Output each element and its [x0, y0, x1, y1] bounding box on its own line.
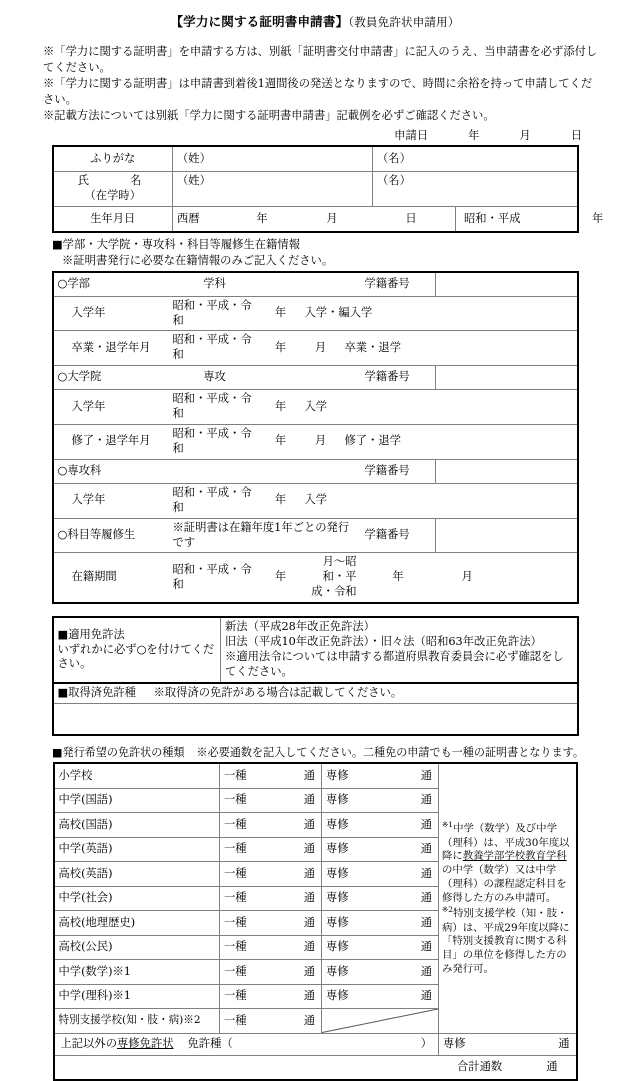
- license-total-unit[interactable]: 通: [546, 1060, 558, 1074]
- acquired-license-note: ※取得済の免許がある場合は記載してください。: [153, 685, 403, 699]
- license-sen-9[interactable]: [322, 984, 439, 1009]
- gakubu-exit-tail[interactable]: 卒業・退学: [341, 331, 578, 366]
- law-row: [53, 617, 578, 683]
- license-total-label: 合計通数: [456, 1060, 503, 1074]
- furigana-label: ふりがな: [53, 146, 173, 172]
- kamoku-period-label: 在籍期間: [53, 553, 169, 603]
- gakubu-student-no-value[interactable]: [436, 272, 578, 297]
- license-ichi-2[interactable]: [220, 813, 322, 838]
- application-date-year[interactable]: 年: [468, 129, 480, 143]
- daigakuin-exit-month[interactable]: 月: [301, 425, 341, 460]
- enrollment-row-gakubu-title: [53, 272, 578, 297]
- license-other-field-close: ）: [420, 1037, 432, 1051]
- senkoka-entry-year[interactable]: 年: [261, 483, 301, 518]
- license-type-table: [53, 762, 578, 1081]
- license-ichi-unit-3: 通: [303, 842, 315, 856]
- enrollment-table: [52, 271, 579, 605]
- license-sen-10-unavailable: [322, 1009, 439, 1034]
- gakubu-entry-era[interactable]: 昭和・平成・令和: [169, 296, 261, 331]
- kamoku-student-no-label: 学籍番号: [361, 518, 436, 553]
- birth-era-year[interactable]: 年: [592, 211, 604, 225]
- footnote-1-underlined: 教養学部学校教育学科: [462, 850, 567, 863]
- birthdate-label: 生年月日: [53, 206, 173, 232]
- gakubu-exit-year[interactable]: 年: [261, 331, 301, 366]
- license-sen-unit-4: 通: [420, 866, 432, 880]
- license-sen-label-4: 専修: [326, 866, 349, 880]
- license-sen-1[interactable]: [322, 788, 439, 813]
- senkoka-field-label: [169, 459, 361, 483]
- license-sen-unit-6: 通: [420, 915, 432, 929]
- birth-western-label: 西暦: [177, 211, 200, 225]
- license-name-7: 高校(公民): [54, 935, 220, 960]
- intro-note-2: ※「学力に関する証明書」は申請書到着後1週間後の発送となりますので、時間に余裕を持って申請してください。: [43, 77, 593, 107]
- intro-notes: [30, 44, 600, 124]
- senkoka-title[interactable]: ○専攻科: [53, 459, 169, 483]
- license-sen-label-1: 専修: [326, 793, 349, 807]
- gakubu-exit-label: 卒業・退学年月: [53, 331, 169, 366]
- kamoku-period-month2[interactable]: 月: [436, 553, 578, 603]
- furigana-given-field[interactable]: （名）: [373, 146, 578, 172]
- license-ichi-label-9: 一種: [224, 989, 247, 1003]
- daigakuin-student-no-label: 学籍番号: [361, 366, 436, 390]
- license-sen-unit-3: 通: [420, 842, 432, 856]
- license-sen-3[interactable]: [322, 837, 439, 862]
- license-ichi-0[interactable]: [220, 763, 322, 788]
- footnote-marker-1: ※1: [442, 820, 454, 830]
- senkoka-student-no-value[interactable]: [436, 459, 578, 483]
- intro-note-3: ※記載方法については別紙「学力に関する証明書申請書」記載例を必ずご確認ください。: [43, 109, 495, 123]
- furigana-surname-field[interactable]: （姓）: [173, 146, 373, 172]
- license-ichi-unit-2: 通: [303, 817, 315, 831]
- license-other-sen-label: 専修: [443, 1037, 466, 1051]
- license-sen-7[interactable]: [322, 935, 439, 960]
- applicable-law-table: [52, 616, 579, 736]
- license-ichi-label-1: 一種: [224, 793, 247, 807]
- license-other-cell: [54, 1033, 439, 1056]
- license-ichi-9[interactable]: [220, 984, 322, 1009]
- gakubu-exit-era[interactable]: 昭和・平成・令和: [169, 331, 261, 366]
- license-heading-note: ※必要通数を記入してください。二種免の申請でも一種の証明書となります。: [196, 745, 584, 759]
- license-name-8: 中学(数学)※1: [54, 960, 220, 985]
- daigakuin-title[interactable]: ○大学院: [53, 366, 169, 390]
- license-name-4: 高校(英語): [54, 862, 220, 887]
- license-sen-2[interactable]: [322, 813, 439, 838]
- kamoku-period-era[interactable]: 昭和・平成・令和: [169, 553, 261, 603]
- license-sen-8[interactable]: [322, 960, 439, 985]
- license-section-heading: [52, 745, 630, 761]
- senkoka-entry-label: 入学年: [53, 483, 169, 518]
- license-sen-label-8: 専修: [326, 964, 349, 978]
- application-date-month[interactable]: 月: [519, 129, 531, 143]
- name-given-field[interactable]: （名）: [373, 172, 578, 207]
- enrollment-row-daigakuin-entry: [53, 390, 578, 425]
- name-label-line2: （在学時）: [84, 189, 141, 203]
- license-name-2: 高校(国語): [54, 813, 220, 838]
- application-date-label: 申請日: [394, 129, 429, 143]
- acquired-license-heading-row: [53, 683, 578, 703]
- gakubu-student-no-label: 学籍番号: [361, 272, 436, 297]
- license-sen-unit-2: 通: [420, 817, 432, 831]
- license-ichi-unit-10: 通: [303, 1013, 315, 1027]
- acquired-license-entry-field[interactable]: [53, 703, 578, 735]
- license-name-10: 特別支援学校(知・肢・病)※2: [54, 1009, 220, 1034]
- license-footnote-2: [442, 905, 573, 976]
- gakubu-field-value: [261, 272, 301, 297]
- kamoku-period-year2[interactable]: 年: [361, 553, 436, 603]
- license-sen-unit-5: 通: [420, 891, 432, 905]
- license-total-cell: [54, 1056, 577, 1081]
- daigakuin-exit-tail[interactable]: 修了・退学: [341, 425, 578, 460]
- license-ichi-unit-1: 通: [303, 793, 315, 807]
- license-sen-label-5: 専修: [326, 891, 349, 905]
- license-total-row: [54, 1056, 577, 1081]
- law-heading: ■適用免許法: [57, 627, 125, 641]
- acquired-license-heading-cell: [53, 683, 578, 703]
- enrollment-row-kamoku-period: [53, 553, 578, 603]
- license-ichi-unit-7: 通: [303, 940, 315, 954]
- gakubu-entry-year[interactable]: 年: [261, 296, 301, 331]
- enrollment-row-senkoka-entry: [53, 483, 578, 518]
- license-ichi-3[interactable]: [220, 837, 322, 862]
- enrollment-row-gakubu-exit: [53, 331, 578, 366]
- law-option-old[interactable]: 旧法（平成10年改正免許法）・旧々法（昭和63年改正免許法）: [225, 635, 542, 649]
- name-label-line1: 氏 名: [77, 174, 148, 188]
- license-name-5: 中学(社会): [54, 886, 220, 911]
- page-title-suffix: （教員免許状申請用）: [348, 15, 460, 29]
- license-ichi-unit-9: 通: [303, 989, 315, 1003]
- license-ichi-label-6: 一種: [224, 915, 247, 929]
- license-ichi-10[interactable]: [220, 1009, 322, 1034]
- kamoku-period-year[interactable]: 年: [261, 553, 301, 603]
- enrollment-row-daigakuin-title: [53, 366, 578, 390]
- gakubu-exit-month[interactable]: 月: [301, 331, 341, 366]
- license-other-left: [61, 1037, 233, 1052]
- license-sen-unit-0: 通: [420, 768, 432, 782]
- license-ichi-5[interactable]: [220, 886, 322, 911]
- license-footnote-1: [442, 820, 573, 905]
- license-ichi-label-8: 一種: [224, 964, 247, 978]
- name-surname-field[interactable]: （姓）: [173, 172, 373, 207]
- license-sen-unit-8: 通: [420, 964, 432, 978]
- birth-day[interactable]: 日: [405, 211, 417, 225]
- license-heading-main: ■発行希望の免許状の種類: [52, 745, 185, 759]
- license-ichi-label-0: 一種: [224, 768, 247, 782]
- gakubu-spacer-1: [301, 272, 341, 297]
- daigakuin-entry-era[interactable]: 昭和・平成・令和: [169, 390, 261, 425]
- intro-note-1: ※「学力に関する証明書」を申請する方は、別紙「証明書交付申請書」に記入のうえ、当申請書を必ず添付してください。: [43, 45, 598, 75]
- kamoku-student-no-value[interactable]: [436, 518, 578, 553]
- license-sen-unit-1: 通: [420, 793, 432, 807]
- license-ichi-label-5: 一種: [224, 891, 247, 905]
- license-name-9: 中学(理科)※1: [54, 984, 220, 1009]
- law-left-cell: [53, 617, 221, 683]
- license-sen-unit-9: 通: [420, 989, 432, 1003]
- birth-era-label: 昭和・平成: [456, 207, 565, 231]
- kamoku-field-label: ※証明書は在籍年度1年ごとの発行です: [169, 518, 361, 553]
- license-ichi-unit-8: 通: [303, 964, 315, 978]
- law-option-new[interactable]: 新法（平成28年改正免許法）: [225, 620, 375, 634]
- law-right-cell: [221, 617, 578, 683]
- license-name-0: 小学校: [54, 763, 220, 788]
- daigakuin-entry-label: 入学年: [53, 390, 169, 425]
- daigakuin-exit-year[interactable]: 年: [261, 425, 301, 460]
- license-ichi-7[interactable]: [220, 935, 322, 960]
- birthdate-fields: [173, 206, 604, 232]
- table-row: [54, 763, 577, 788]
- footnote-marker-2: ※2: [442, 905, 454, 915]
- table-row-name: [53, 172, 578, 207]
- license-ichi-label-3: 一種: [224, 842, 247, 856]
- kamoku-period-month-era2[interactable]: 月～昭和・平成・令和: [301, 553, 361, 603]
- license-ichi-unit-5: 通: [303, 891, 315, 905]
- application-date-line: [0, 127, 582, 143]
- license-ichi-4[interactable]: [220, 862, 322, 887]
- enrollment-row-kamoku-title: [53, 518, 578, 553]
- daigakuin-exit-era[interactable]: 昭和・平成・令和: [169, 425, 261, 460]
- license-sen-label-7: 専修: [326, 940, 349, 954]
- kamoku-title[interactable]: ○科目等履修生: [53, 518, 169, 553]
- acquired-license-entry-row: [53, 703, 578, 735]
- license-other-prefix: 上記以外の: [60, 1037, 117, 1051]
- birth-month[interactable]: 月: [326, 211, 338, 225]
- license-sen-label-2: 専修: [326, 817, 349, 831]
- license-sen-label-3: 専修: [326, 842, 349, 856]
- acquired-license-heading: ■取得済免許種: [57, 685, 136, 699]
- table-row-furigana: [53, 146, 578, 172]
- enrollment-subheading: ※証明書発行に必要な在籍情報のみご記入ください。: [62, 253, 334, 267]
- senkoka-student-no-label: 学籍番号: [361, 459, 436, 483]
- license-sen-unit-7: 通: [420, 940, 432, 954]
- gakubu-title[interactable]: ○学部: [53, 272, 169, 297]
- license-ichi-label-10: 一種: [224, 1013, 247, 1027]
- license-footnote-cell: [439, 763, 577, 1033]
- license-sen-6[interactable]: [322, 911, 439, 936]
- license-ichi-unit-0: 通: [303, 768, 315, 782]
- license-name-6: 高校(地理歴史): [54, 911, 220, 936]
- application-date-day[interactable]: 日: [570, 129, 582, 143]
- gakubu-spacer-2: [341, 272, 361, 297]
- license-sen-label-0: 専修: [326, 768, 349, 782]
- senkoka-entry-tail[interactable]: 入学: [301, 483, 578, 518]
- law-left-body: いずれかに必ず○を付けてください。: [57, 642, 215, 671]
- license-ichi-1[interactable]: [220, 788, 322, 813]
- license-sen-4[interactable]: [322, 862, 439, 887]
- footnote-1-part-b: の中学（数学）又は中学（理科）の課程認定科目を修得した方のみ申請可。: [442, 864, 567, 904]
- birth-year[interactable]: 年: [256, 211, 268, 225]
- gakubu-entry-label: 入学年: [53, 296, 169, 331]
- license-ichi-unit-6: 通: [303, 915, 315, 929]
- license-sen-label-9: 専修: [326, 989, 349, 1003]
- applicant-name-table: [52, 145, 604, 233]
- law-confirm-note: ※適用法令については申請する都道府県教育委員会に必ず確認をしてください。: [225, 650, 564, 678]
- license-other-field-label[interactable]: 免許種（: [187, 1037, 233, 1051]
- daigakuin-entry-tail[interactable]: 入学: [301, 390, 578, 425]
- daigakuin-spacer-2: [341, 366, 361, 390]
- license-ichi-label-7: 一種: [224, 940, 247, 954]
- license-other-underlined: 専修免許状: [117, 1037, 174, 1051]
- page-title: [0, 0, 630, 30]
- license-ichi-8[interactable]: [220, 960, 322, 985]
- page-title-main: 【学力に関する証明書申請書】: [170, 14, 349, 29]
- license-name-3: 中学(英語): [54, 837, 220, 862]
- gakubu-entry-tail[interactable]: 入学・編入学: [301, 296, 578, 331]
- license-other-row: [54, 1033, 577, 1056]
- footnote-2-text: 特別支援学校（知・肢・病）は、平成29年度以降に「特別支援教育に関する科目」の単位を修得した方のみ発行可。: [442, 907, 570, 975]
- strikethrough-diagonal-icon: [322, 1009, 438, 1033]
- license-sen-0[interactable]: [322, 763, 439, 788]
- license-sen-label-6: 専修: [326, 915, 349, 929]
- gakubu-field-label: 学科: [169, 272, 261, 297]
- license-ichi-6[interactable]: [220, 911, 322, 936]
- footnote-1-part-a: 中学（数学）及び中学（理科）は、平成30年度以降に: [442, 822, 570, 863]
- enrollment-heading: ■学部・大学院・専攻科・科目等履修生在籍情報: [52, 237, 300, 251]
- enrollment-row-daigakuin-exit: [53, 425, 578, 460]
- daigakuin-entry-year[interactable]: 年: [261, 390, 301, 425]
- name-label: [53, 172, 173, 207]
- daigakuin-field-value: [261, 366, 301, 390]
- license-ichi-unit-4: 通: [303, 866, 315, 880]
- table-row-birthdate: [53, 206, 578, 232]
- license-sen-5[interactable]: [322, 886, 439, 911]
- license-name-1: 中学(国語): [54, 788, 220, 813]
- enrollment-row-senkoka-title: [53, 459, 578, 483]
- license-ichi-label-4: 一種: [224, 866, 247, 880]
- license-other-sen[interactable]: [439, 1033, 577, 1056]
- license-other-sen-unit: 通: [558, 1037, 570, 1051]
- senkoka-entry-era[interactable]: 昭和・平成・令和: [169, 483, 261, 518]
- law-section: [0, 616, 630, 736]
- daigakuin-field-label: 専攻: [169, 366, 261, 390]
- daigakuin-exit-label: 修了・退学年月: [53, 425, 169, 460]
- daigakuin-student-no-value[interactable]: [436, 366, 578, 390]
- license-ichi-label-2: 一種: [224, 817, 247, 831]
- enrollment-row-gakubu-entry: [53, 296, 578, 331]
- daigakuin-spacer-1: [301, 366, 341, 390]
